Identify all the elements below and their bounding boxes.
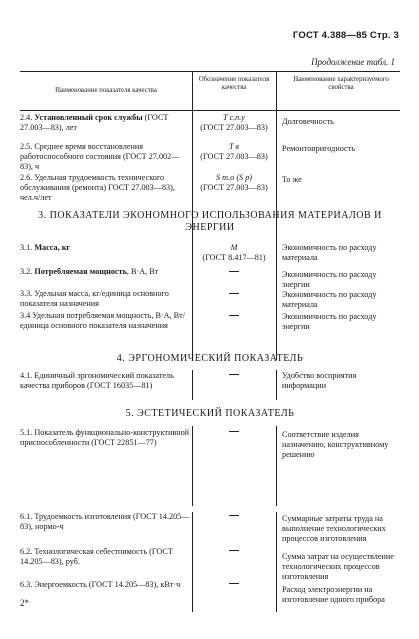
column-divider-2b	[276, 242, 277, 360]
dash-mark	[229, 515, 239, 516]
row-2-6-name: 2.6. Удельная трудоемкость технического обслуживания (ремонта) ГОСТ 27.003—83), чел.ч/лет	[20, 173, 175, 202]
row-3-2-name: 3.2. Потребляемая мощность, В·А, Вт	[20, 267, 159, 276]
row-5-1-symbol	[196, 426, 272, 432]
row-3-2-symbol	[196, 266, 272, 272]
column-divider-1e	[192, 512, 193, 612]
row-2-5-property: Ремонтопригодность	[282, 144, 355, 153]
col-header-property: Наименование характеризуемого свойства	[293, 76, 389, 91]
row-2-5-name: 2.5. Среднее время восстановления работоспособного состояния (ГОСТ 27.002—83), ч	[20, 142, 180, 171]
row-3-1-symbol: M (ГОСТ 8.417—81)	[202, 243, 266, 262]
dash-mark	[229, 431, 239, 432]
row-2-4-name: 2.4. Установленный срок службы (ГОСТ 27.003—83), лет	[20, 113, 169, 132]
section-3-heading: 3. ПОКАЗАТЕЛИ ЭКОНОМНОГО ИСПОЛЬЗОВАНИЯ МАТЕРИАЛОВ И ЭНЕРГИИ	[38, 210, 382, 233]
dash-mark	[229, 271, 239, 272]
section-4-heading: 4. ЭРГОНОМИЧЕСКИЙ ПОКАЗАТЕЛЬ	[116, 353, 304, 364]
column-divider-1b	[192, 242, 193, 360]
row-6-1-name: 6.1. Трудоемкость изготовления (ГОСТ 14.205—83), нормо-ч	[20, 512, 190, 531]
row-3-3-symbol	[196, 288, 272, 294]
column-divider-1d	[192, 426, 193, 506]
table-top-rule	[20, 71, 400, 72]
dash-mark	[229, 583, 239, 584]
row-3-3-property: Экономичность по расходу материала	[282, 290, 377, 309]
dash-mark	[229, 293, 239, 294]
row-5-1-name: 5.1. Показатель функционально-конструктивной приспособленности (ГОСТ 22851—77)	[20, 428, 190, 447]
table-head-bottom-rule	[20, 110, 400, 111]
row-6-3-name: 6.3. Энергоемкость (ГОСТ 14.205—83), кВт·ч	[20, 580, 181, 589]
row-6-3-property: Расход электроэнергии на изготовление одного прибора	[282, 585, 385, 604]
page-mark: 2*	[20, 598, 29, 608]
dash-mark	[229, 315, 239, 316]
row-4-1-name: 4.1. Единичный эргономический показатель качества приборов (ГОСТ 16035—81)	[20, 371, 174, 390]
row-3-4-property: Экономичность по расходу энергии	[282, 312, 377, 331]
column-divider-1c	[192, 370, 193, 400]
row-6-2-symbol	[196, 545, 272, 551]
column-divider-2d	[276, 426, 277, 506]
row-2-6-symbol: S т.о (S р) (ГОСТ 27.003—83)	[200, 173, 268, 192]
table-continuation-label: Продолжение табл. 1	[311, 57, 395, 67]
row-3-2-property: Экономичность по расходу энергии	[282, 270, 377, 289]
row-5-1-property: Соответствие изделия назначению, конструктивному решению	[282, 430, 389, 459]
row-3-4-symbol	[196, 310, 272, 316]
column-divider-2e	[276, 512, 277, 612]
row-2-4-property: Долговечность	[282, 117, 334, 126]
col-header-name: Наименование показателя качества	[55, 87, 157, 94]
row-6-1-property: Суммарные затраты труда на выполнение технологических процессов изготовления	[282, 514, 386, 543]
row-6-2-name: 6.2. Технологическая себестоимость (ГОСТ 14.205—83), руб.	[20, 547, 173, 566]
row-6-3-symbol	[196, 578, 272, 584]
col-header-symbol: Обозначение показателя качества	[198, 76, 270, 91]
row-2-4-symbol: T с.п.у (ГОСТ 27.003—83)	[200, 113, 268, 132]
row-3-4-name: 3.4 Удельная потребляемая мощность, В·А, Вт/единица основного показателя назначения	[20, 311, 185, 330]
page-header: ГОСТ 4.388—85 Стр. 3	[292, 30, 399, 41]
row-2-5-symbol: T в (ГОСТ 27.003—83)	[200, 142, 268, 161]
dash-mark	[229, 550, 239, 551]
column-divider-2c	[276, 370, 277, 400]
row-6-1-symbol	[196, 510, 272, 516]
row-3-1-name: 3.1. Масса, кг	[20, 243, 71, 252]
dash-mark	[229, 374, 239, 375]
section-5-heading: 5. ЭСТЕТИЧЕСКИЙ ПОКАЗАТЕЛЬ	[125, 408, 295, 419]
row-3-3-name: 3.3. Удельная масса, кг/единица основного показателя назначения	[20, 289, 169, 308]
row-4-1-symbol	[196, 369, 272, 375]
row-2-6-property: То же	[282, 175, 302, 184]
row-6-2-property: Сумма затрат на осуществление технологических процессов изготовления	[282, 552, 394, 581]
row-3-1-property: Экономичность по расходу материала	[282, 243, 377, 262]
row-4-1-property: Удобство восприятия информации	[282, 371, 357, 390]
